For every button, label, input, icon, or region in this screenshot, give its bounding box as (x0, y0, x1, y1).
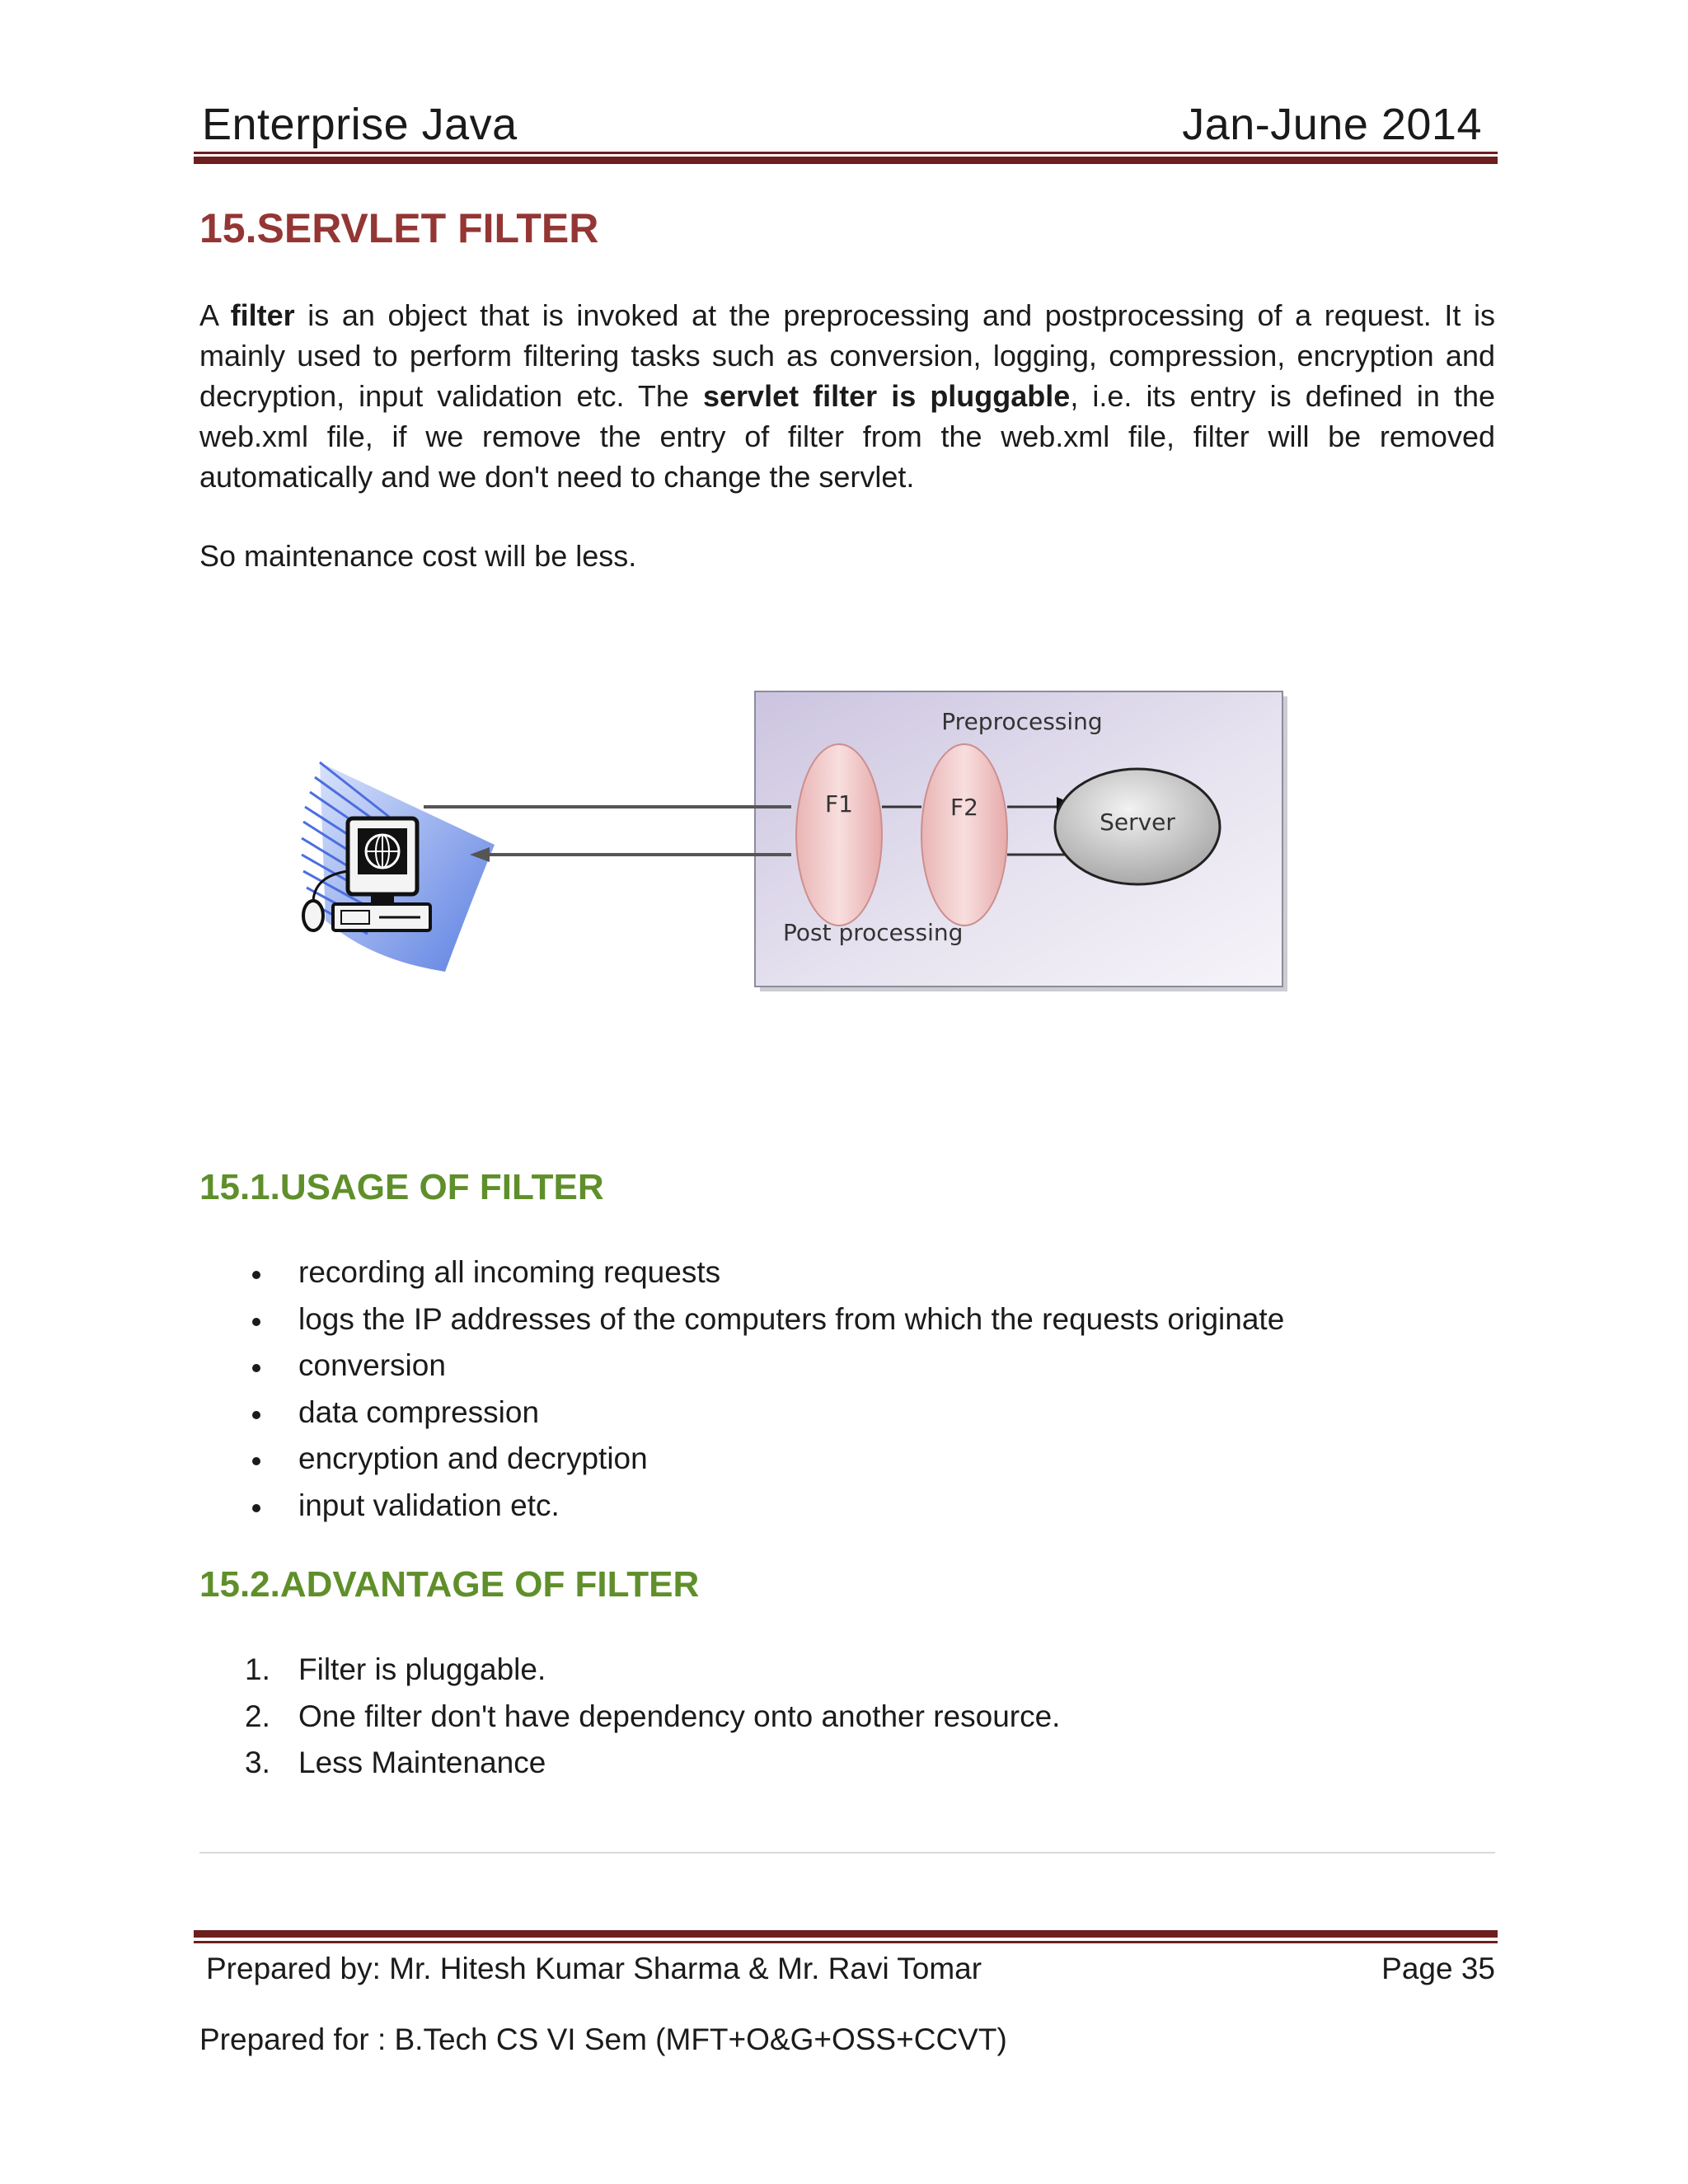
bullet-icon (252, 1318, 260, 1326)
f2-label: F2 (950, 794, 978, 821)
response-arrow (470, 847, 791, 862)
intro-paragraph (199, 295, 1495, 497)
list-item: encryption and decryption (199, 1436, 1495, 1483)
bullet-icon (252, 1457, 260, 1465)
header-rule-thick (194, 157, 1498, 164)
bullet-icon (252, 1411, 260, 1419)
footer-rule-thick (194, 1930, 1498, 1938)
list-item: 2. One filter don't have dependency onto another resource. (199, 1694, 1495, 1741)
advantage-heading: 15.2.ADVANTAGE OF FILTER (199, 1564, 700, 1605)
filter-f2 (921, 744, 1007, 926)
post-processing-label: Post processing (783, 919, 964, 946)
para-bold-pluggable: servlet filter is pluggable (703, 379, 1071, 413)
list-number: 1. (245, 1652, 270, 1686)
para-text-1: A (199, 298, 231, 332)
para-text-3: , i.e. its entry is defined in the web.xml file, if we remove the entry of filter from the web.xml file, filter will be removed automatically and we don't need to change the servlet. (199, 379, 1495, 494)
usage-heading: 15.1.USAGE OF FILTER (199, 1167, 604, 1207)
preprocessing-label: Preprocessing (941, 708, 1103, 735)
usage-list (199, 1249, 1495, 1529)
bullet-icon (252, 1364, 260, 1372)
list-number: 3. (245, 1746, 270, 1779)
maintenance-note: So maintenance cost will be less. (199, 539, 637, 573)
server-label: Server (1100, 808, 1175, 836)
header-date: Jan-June 2014 (1182, 100, 1482, 149)
list-item: recording all incoming requests (199, 1249, 1495, 1296)
bullet-icon (252, 1504, 260, 1512)
header-title: Enterprise Java (202, 100, 518, 149)
server-node (1055, 769, 1220, 884)
section-title: 15.SERVLET FILTER (199, 205, 599, 251)
list-item: 3. Less Maintenance (199, 1740, 1495, 1787)
footer-prepared-by: Prepared by: Mr. Hitesh Kumar Sharma & Mr. Ravi Tomar (206, 1952, 982, 1985)
footer-rule-thin (194, 1941, 1498, 1943)
para-text-2: is an object that is invoked at the preprocessing and postprocessing of a request. It is mainly used to perform filtering tasks such as conversion, logging, compression, encryption and decryption, input validation etc. The (199, 298, 1495, 413)
bullet-icon (252, 1271, 260, 1279)
advantage-list (199, 1647, 1495, 1787)
footer-prepared-for: Prepared for : B.Tech CS VI Sem (MFT+O&G+OSS+CCVT) (199, 2022, 1007, 2056)
list-item: logs the IP addresses of the computers from which the requests originate (199, 1296, 1495, 1343)
filter-f1 (796, 744, 882, 926)
list-item: data compression (199, 1390, 1495, 1436)
footer-page-number: Page 35 (1381, 1952, 1495, 1985)
list-item: conversion (199, 1343, 1495, 1390)
footer-separator (199, 1852, 1495, 1854)
para-bold-filter: filter (230, 298, 295, 332)
list-item: 1. Filter is pluggable. (199, 1647, 1495, 1694)
list-number: 2. (245, 1699, 270, 1733)
list-item: input validation etc. (199, 1483, 1495, 1530)
client-computer-icon (302, 762, 495, 972)
servlet-filter-diagram (247, 688, 1302, 1001)
f1-label: F1 (825, 790, 853, 818)
header-rule-thin (194, 152, 1498, 154)
